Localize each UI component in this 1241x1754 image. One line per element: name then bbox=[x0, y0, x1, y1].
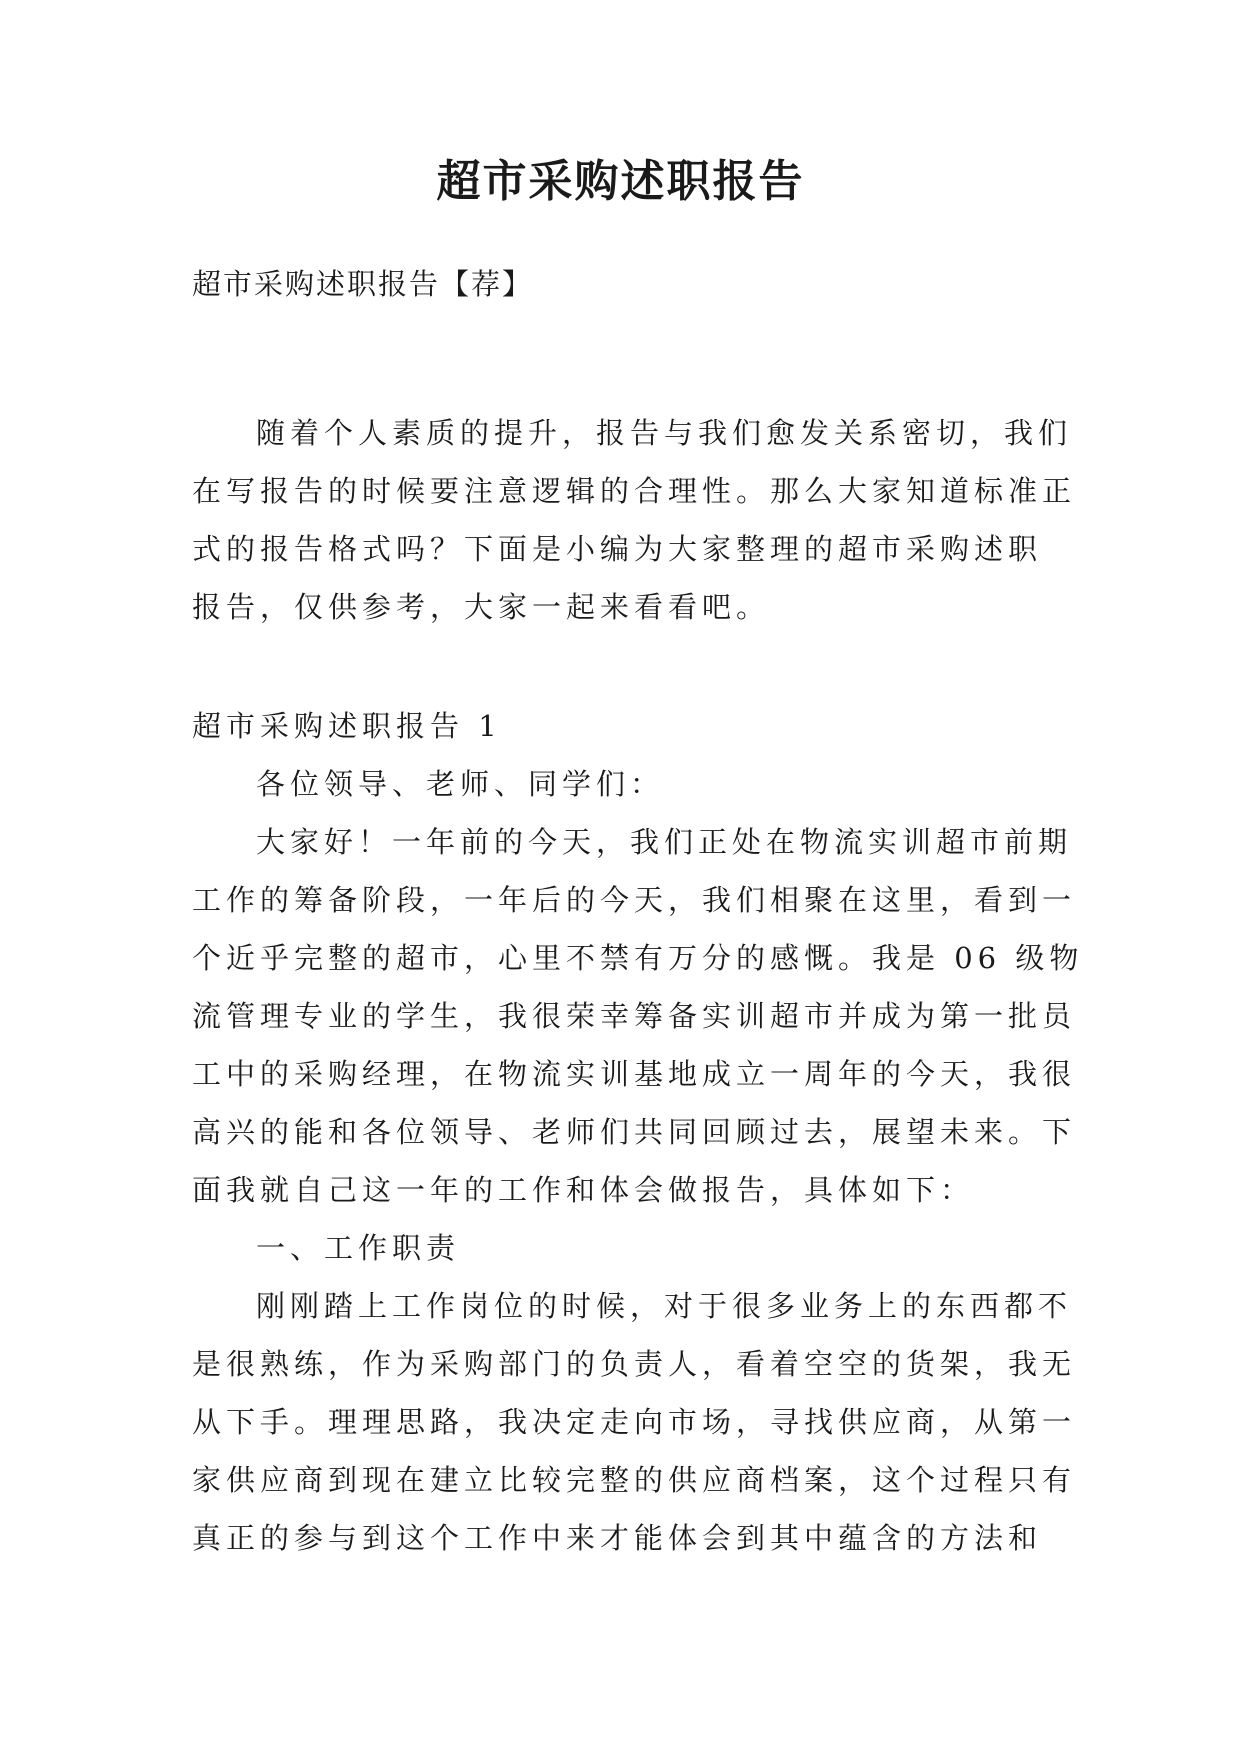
paragraph-line: 工作的筹备阶段，一年后的今天，我们相聚在这里，看到一 bbox=[192, 883, 1077, 917]
paragraph-line: 真正的参与到这个工作中来才能体会到其中蕴含的方法和 bbox=[192, 1521, 1043, 1555]
paragraph-line: 家供应商到现在建立比较完整的供应商档案，这个过程只有 bbox=[192, 1463, 1077, 1497]
paragraph-line: 工中的采购经理，在物流实训基地成立一周年的今天，我很 bbox=[192, 1057, 1077, 1091]
paragraph-line: 流管理专业的学生，我很荣幸筹备实训超市并成为第一批员 bbox=[192, 999, 1077, 1033]
paragraph-line: 从下手。理理思路，我决定走向市场，寻找供应商，从第一 bbox=[192, 1405, 1077, 1439]
section-heading: 超市采购述职报告 1 bbox=[192, 709, 502, 743]
intro-paragraph bbox=[192, 404, 1077, 636]
paragraph-line: 刚刚踏上工作岗位的时候，对于很多业务上的东西都不 bbox=[256, 1289, 1073, 1323]
paragraph-line: 大家好！一年前的今天，我们正处在物流实训超市前期 bbox=[256, 825, 1073, 859]
intro-line: 式的报告格式吗？下面是小编为大家整理的超市采购述职 bbox=[192, 532, 1043, 566]
intro-line: 报告，仅供参考，大家一起来看看吧。 bbox=[192, 590, 771, 624]
salutation: 各位领导、老师、同学们： bbox=[256, 767, 665, 801]
intro-line: 随着个人素质的提升，报告与我们愈发关系密切，我们 bbox=[256, 416, 1073, 450]
paragraph-line: 面我就自己这一年的工作和体会做报告，具体如下： bbox=[192, 1173, 975, 1207]
document-title: 超市采购述职报告 bbox=[436, 156, 805, 207]
intro-line: 在写报告的时候要注意逻辑的合理性。那么大家知道标准正 bbox=[192, 474, 1077, 508]
paragraph-line: 是很熟练，作为采购部门的负责人，看着空空的货架，我无 bbox=[192, 1347, 1077, 1381]
paragraph-line: 高兴的能和各位领导、老师们共同回顾过去，展望未来。下 bbox=[192, 1115, 1077, 1149]
paragraph-line: 个近乎完整的超市，心里不禁有万分的感慨。我是 06 级物 bbox=[192, 941, 1084, 975]
subheading-work-duties: 一、工作职责 bbox=[256, 1231, 461, 1265]
report-body bbox=[192, 697, 1084, 1567]
document-subtitle: 超市采购述职报告【荐】 bbox=[192, 267, 534, 301]
